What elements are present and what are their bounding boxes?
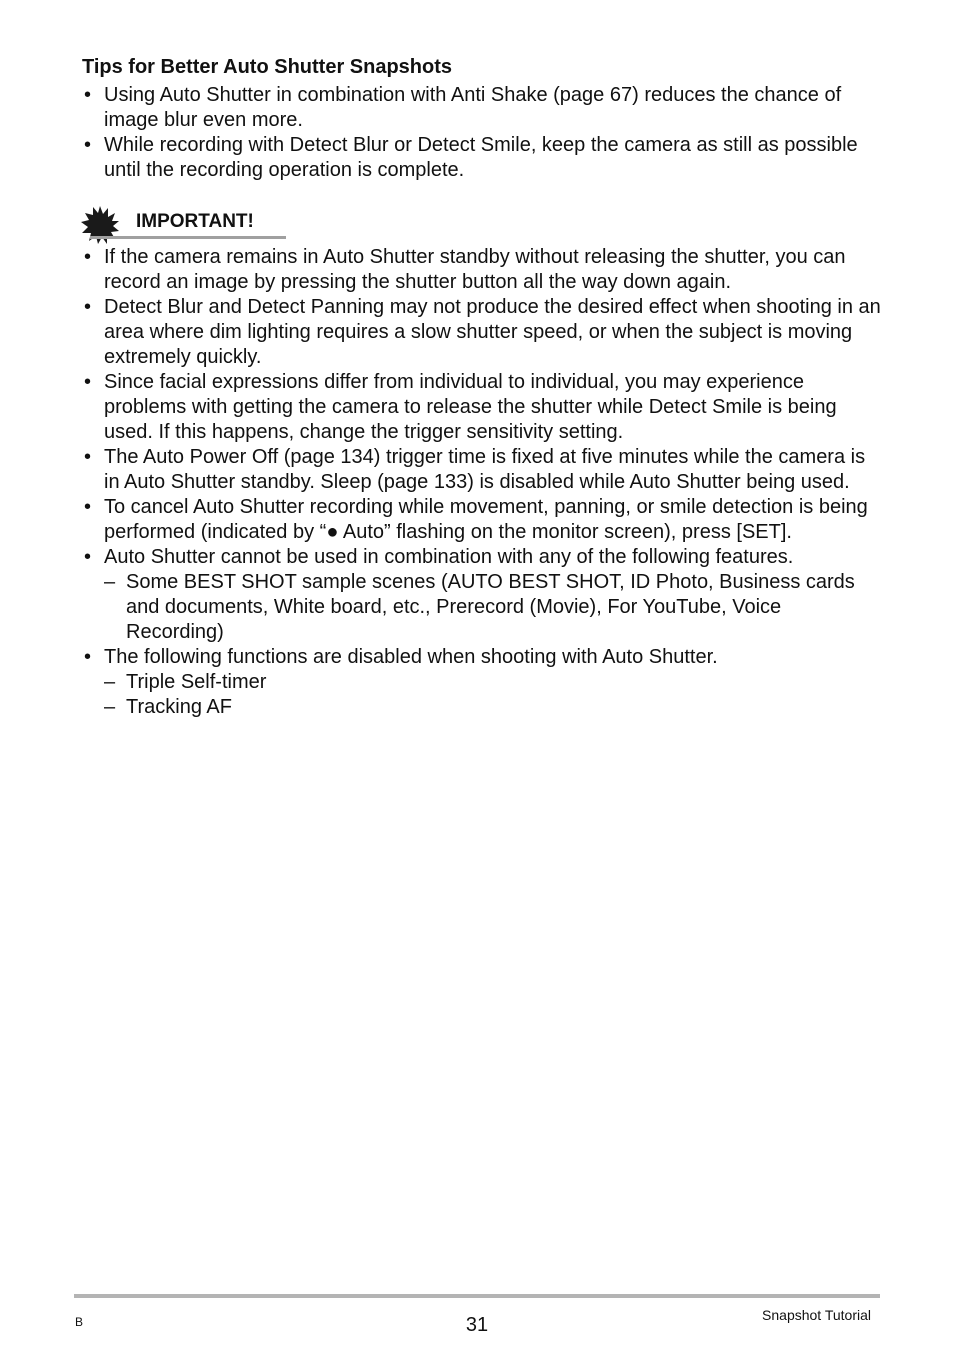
bullet: • bbox=[84, 84, 92, 106]
list-item-text: The Auto Power Off (page 134) trigger time is fixed at five minutes while the camera is in Auto Shutter standby. Sleep (page 133) is disabled while Auto Shutter being used. bbox=[104, 446, 866, 493]
bullet: • bbox=[84, 496, 92, 518]
list-item-text: Auto Shutter cannot be used in combination with any of the following features. bbox=[104, 546, 794, 568]
important-list bbox=[82, 245, 882, 720]
section-heading: Tips for Better Auto Shutter Snapshots bbox=[82, 56, 453, 78]
sub-list-item bbox=[104, 570, 882, 645]
important-underline bbox=[90, 236, 286, 239]
list-item bbox=[82, 445, 882, 495]
sub-list-item-text: Tracking AF bbox=[126, 696, 232, 718]
list-item-text: While recording with Detect Blur or Detect Smile, keep the camera as still as possible until the recording operation is complete. bbox=[104, 134, 858, 181]
list-item bbox=[82, 645, 882, 720]
footer-rule bbox=[74, 1294, 880, 1298]
list-item-text: To cancel Auto Shutter recording while movement, panning, or smile detection is being performed (indicated by “● Auto” flashing on the monitor screen), press [SET]. bbox=[104, 496, 868, 543]
list-item bbox=[82, 133, 882, 183]
bullet: • bbox=[84, 646, 92, 668]
list-item bbox=[82, 545, 882, 645]
sub-list bbox=[104, 670, 882, 720]
important-label: IMPORTANT! bbox=[136, 211, 254, 232]
list-item bbox=[82, 495, 882, 545]
bullet: • bbox=[84, 546, 92, 568]
bullet: • bbox=[84, 246, 92, 268]
tips-list bbox=[82, 83, 882, 183]
sub-list-item bbox=[104, 695, 882, 720]
bullet: • bbox=[84, 134, 92, 156]
list-item-text: If the camera remains in Auto Shutter standby without releasing the shutter, you can record an image by pressing the shutter button all the way down again. bbox=[104, 246, 846, 293]
dash: – bbox=[104, 571, 116, 593]
sub-list-item-text: Triple Self-timer bbox=[126, 671, 267, 693]
list-item-text: Since facial expressions differ from individual to individual, you may experience problems with getting the camera to release the shutter while Detect Smile is being used. If this happens, change the trigger sensitivity setting. bbox=[104, 371, 837, 443]
dash: – bbox=[104, 671, 116, 693]
starburst-icon bbox=[80, 205, 120, 245]
sub-list-item bbox=[104, 670, 882, 695]
list-item bbox=[82, 295, 882, 370]
important-callout bbox=[80, 205, 286, 245]
list-item-text: Using Auto Shutter in combination with Anti Shake (page 67) reduces the chance of image blur even more. bbox=[104, 84, 842, 131]
bullet: • bbox=[84, 296, 92, 318]
page-number: 31 bbox=[465, 1314, 489, 1336]
sub-list-item-text: Some BEST SHOT sample scenes (AUTO BEST SHOT, ID Photo, Business cards and documents, White board, etc., Prerecord (Movie), For YouTube, Voice Recording) bbox=[126, 571, 855, 643]
bullet: • bbox=[84, 446, 92, 468]
bullet: • bbox=[84, 371, 92, 393]
footer-language-code: B bbox=[75, 1315, 84, 1329]
list-item bbox=[82, 245, 882, 295]
dash: – bbox=[104, 696, 116, 718]
list-item bbox=[82, 83, 882, 133]
list-item bbox=[82, 370, 882, 445]
list-item-text: Detect Blur and Detect Panning may not produce the desired effect when shooting in an area where dim lighting requires a slow shutter speed, or when the subject is moving extremely quickly. bbox=[104, 296, 881, 368]
list-item-text: The following functions are disabled when shooting with Auto Shutter. bbox=[104, 646, 718, 668]
footer-section-title: Snapshot Tutorial bbox=[762, 1307, 871, 1323]
sub-list bbox=[104, 570, 882, 645]
